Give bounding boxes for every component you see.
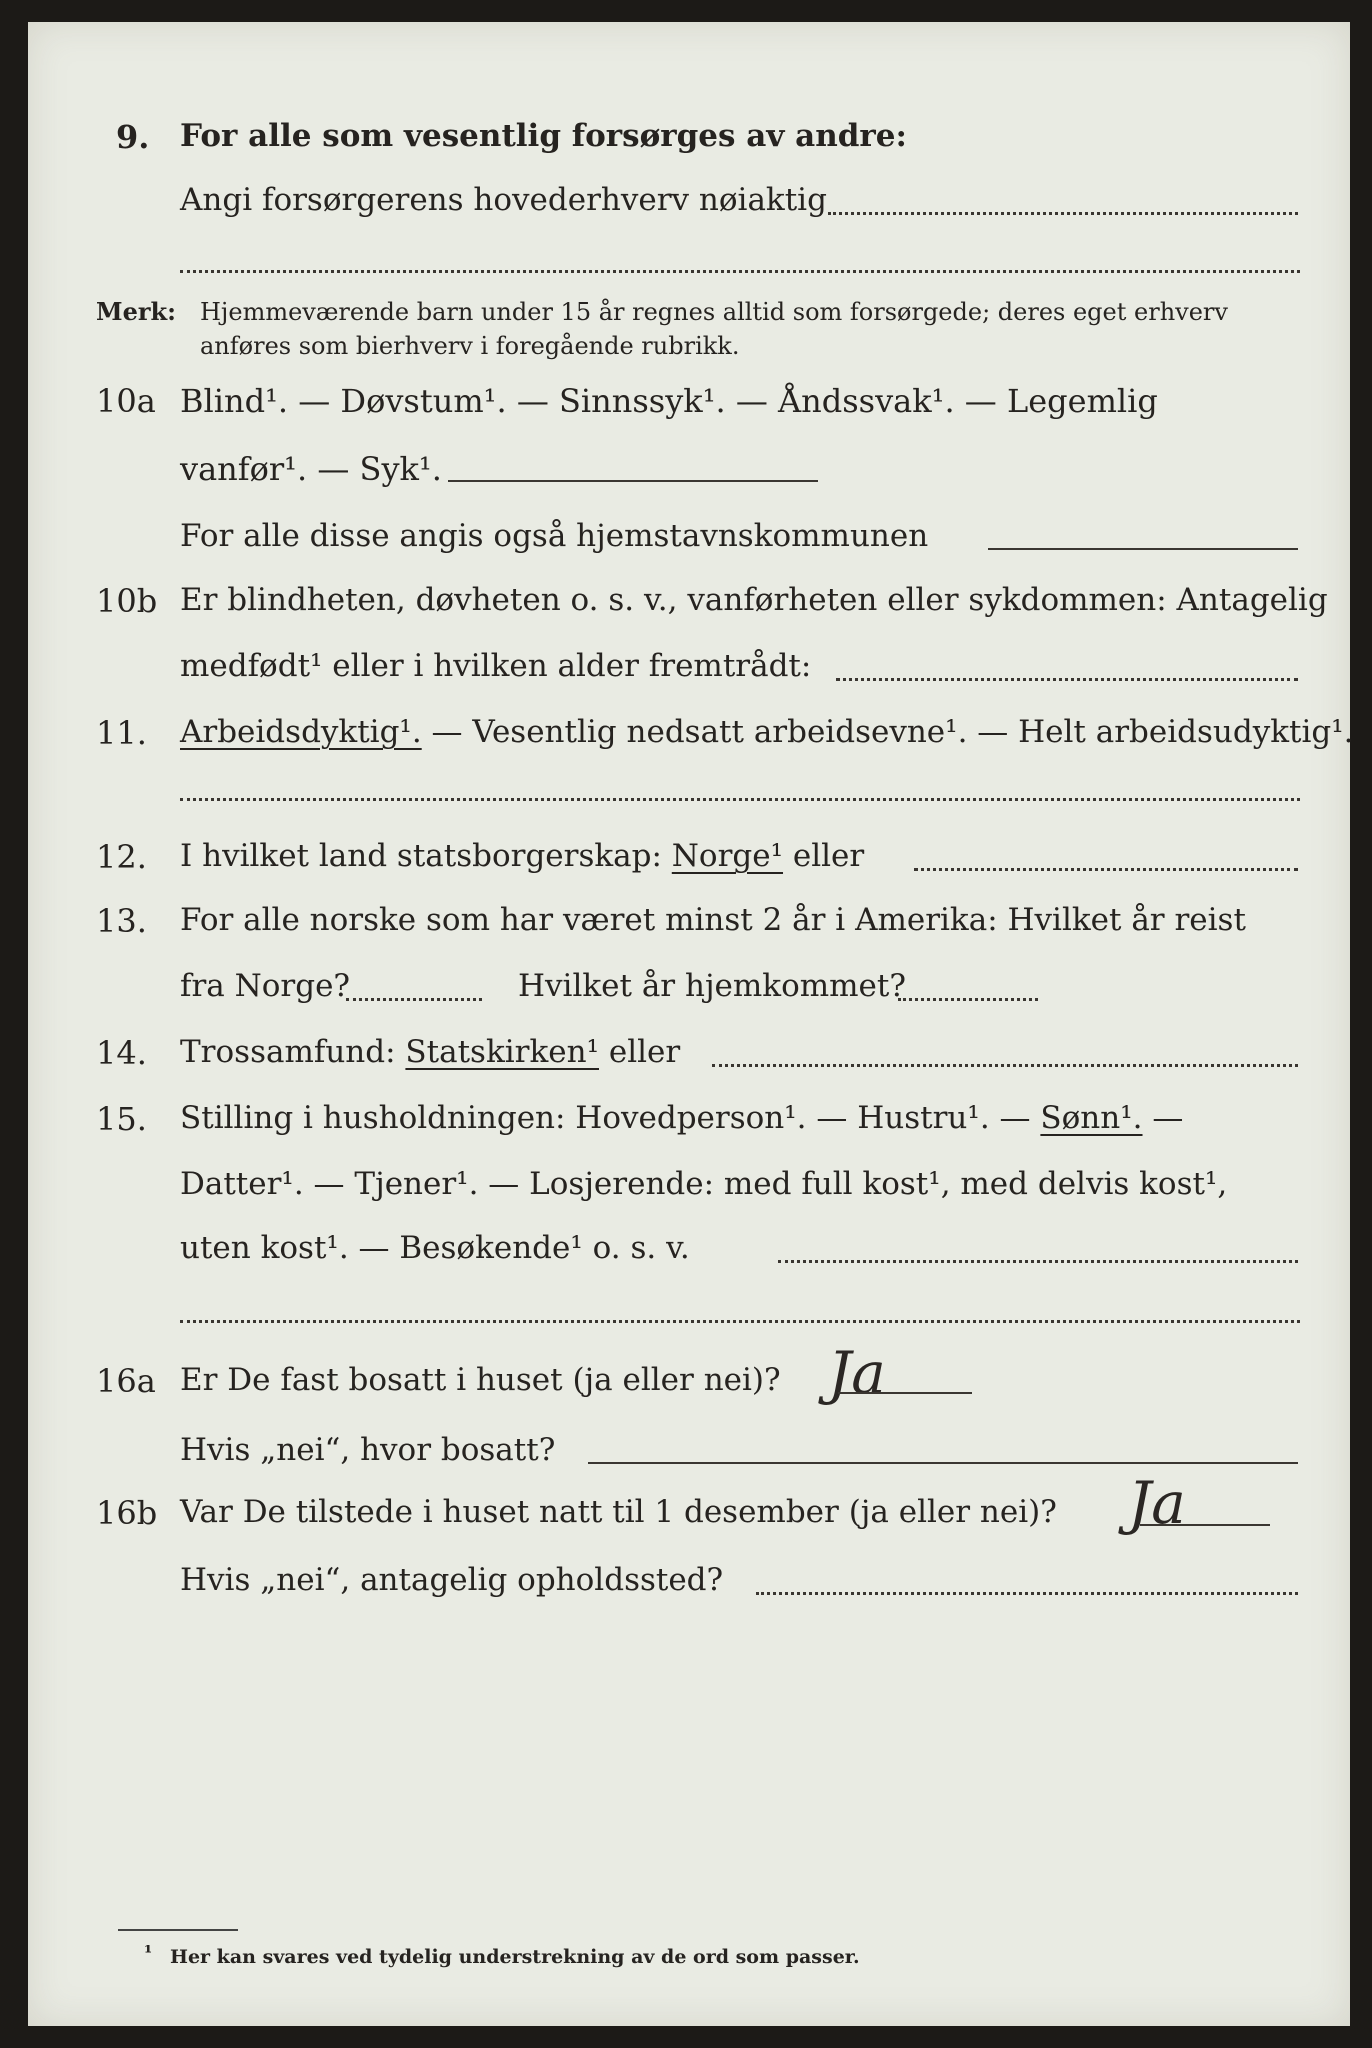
q14-or: eller	[599, 1034, 681, 1070]
q14-answer-line[interactable]	[712, 1064, 1298, 1067]
q9-heading: For alle som vesentlig forsørges av andre:	[180, 118, 907, 154]
q9-number: 9.	[116, 118, 150, 156]
q11-options	[180, 714, 1354, 750]
q10a-line2: vanfør¹. — Syk¹.	[180, 450, 442, 488]
q16a-answer-line	[838, 1392, 972, 1394]
q10b-number: 10b	[96, 582, 158, 620]
footnote-mark: ¹	[144, 1942, 153, 1964]
q16a-line2: Hvis „nei“, hvor bosatt?	[180, 1432, 556, 1468]
q14-option-statskirken[interactable]: Statskirken¹	[405, 1034, 599, 1070]
q16b-handwritten-answer[interactable]: Ja	[1128, 1469, 1186, 1537]
q11-number: 11.	[96, 714, 147, 752]
q16a-line1: Er De fast bosatt i huset (ja eller nei)?	[180, 1362, 781, 1398]
q15-number: 15.	[96, 1100, 147, 1138]
merk-label: Merk:	[96, 297, 176, 326]
q15-option-sonn[interactable]: Sønn¹.	[1040, 1100, 1143, 1136]
q16a-where-answer-line[interactable]	[588, 1462, 1298, 1464]
q14-number: 14.	[96, 1034, 147, 1072]
q10a-line1: Blind¹. — Døvstum¹. — Sinnssyk¹. — Åndssvak¹. — Legemlig	[180, 382, 1158, 420]
q16b-number: 16b	[96, 1494, 158, 1532]
q16b-line2: Hvis „nei“, antagelig opholdssted?	[180, 1562, 724, 1598]
q10a-number: 10a	[96, 382, 156, 420]
q13-return-answer-line[interactable]	[898, 998, 1038, 1001]
q14-text	[180, 1034, 680, 1070]
footnote-rule	[118, 1929, 238, 1931]
merk-text-1: Hjemmeværende barn under 15 år regnes alltid som forsørgede; deres eget erhverv	[200, 298, 1228, 326]
q15-answer-line-2[interactable]	[180, 1320, 1300, 1323]
q15-answer-line[interactable]	[778, 1260, 1298, 1263]
q15-line1	[180, 1100, 1183, 1136]
q13-left-departure: fra Norge?	[180, 968, 351, 1004]
q16a-handwritten-answer[interactable]: Ja	[828, 1339, 886, 1407]
q16b-line1: Var De tilstede i huset natt til 1 desember (ja eller nei)?	[180, 1494, 1057, 1530]
q12-answer-line[interactable]	[914, 868, 1298, 871]
q10a-municipality-answer-line[interactable]	[988, 548, 1298, 550]
q14-prompt: Trossamfund:	[180, 1034, 406, 1070]
q16b-answer-line	[1140, 1524, 1270, 1526]
q13-returned: Hvilket år hjemkommet?	[518, 968, 906, 1004]
footnote-text: Her kan svares ved tydelig understrekning av de ord som passer.	[170, 1946, 860, 1968]
q15-line3: uten kost¹. — Besøkende¹ o. s. v.	[180, 1230, 690, 1266]
q15-dash: —	[1142, 1100, 1184, 1136]
merk-text-2: anføres som bierhverv i foregående rubrikk.	[200, 332, 740, 360]
q11-other-options: — Vesentlig nedsatt arbeidsevne¹. — Helt arbeidsudyktig¹.	[421, 714, 1354, 750]
q11-option-arbeidsdyktig[interactable]: Arbeidsdyktig¹.	[180, 714, 422, 750]
q12-option-norge[interactable]: Norge¹	[671, 838, 784, 874]
q10a-sick-answer-line[interactable]	[448, 480, 818, 482]
q13-line1: For alle norske som har været minst 2 år i Amerika: Hvilket år reist	[180, 902, 1246, 938]
q10b-line2: medfødt¹ eller i hvilken alder fremtrådt:	[180, 648, 812, 684]
q12-prompt: I hvilket land statsborgerskap:	[180, 838, 672, 874]
q12-text	[180, 838, 864, 874]
q16a-number: 16a	[96, 1362, 156, 1400]
q15-line2: Datter¹. — Tjener¹. — Losjerende: med full kost¹, med delvis kost¹,	[180, 1166, 1228, 1202]
q9-prompt: Angi forsørgerens hovederhverv nøiaktig	[180, 182, 827, 218]
q13-number: 13.	[96, 902, 147, 940]
q12-or: eller	[783, 838, 865, 874]
q16b-where-answer-line[interactable]	[756, 1592, 1298, 1595]
q15-options-a: Stilling i husholdningen: Hovedperson¹. — Hustru¹. —	[180, 1100, 1041, 1136]
q9-answer-line-2[interactable]	[180, 270, 1300, 273]
census-form-page	[28, 22, 1354, 2026]
q13-departure-answer-line[interactable]	[346, 998, 482, 1001]
q10a-line3: For alle disse angis også hjemstavnskommunen	[180, 518, 929, 554]
q10b-answer-line[interactable]	[836, 678, 1298, 681]
q12-number: 12.	[96, 838, 147, 876]
q10b-line1: Er blindheten, døvheten o. s. v., vanførheten eller sykdommen: Antagelig	[180, 582, 1328, 618]
q9-answer-line[interactable]	[828, 212, 1298, 215]
q11-answer-line[interactable]	[180, 798, 1300, 801]
